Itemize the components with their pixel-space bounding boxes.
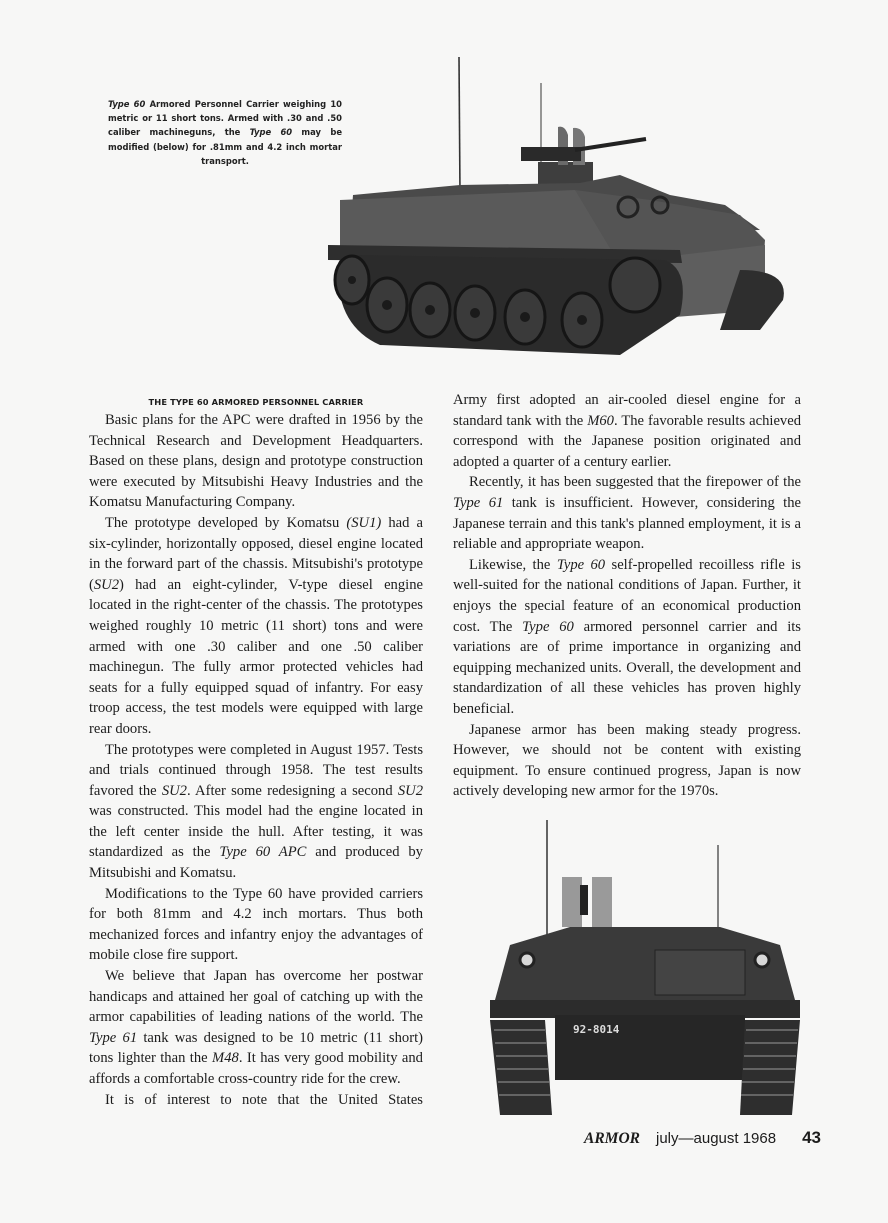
issue-date: july—august 1968 — [656, 1130, 777, 1147]
paragraph: Basic plans for the APC were drafted in 1956 by the Technical Research and Development Headquarters. Based on these plans, design and prototype construction were executed by Mitsubishi Heavy Industries and the Komatsu Manufacturing Company. — [89, 412, 423, 511]
paragraph: Modifications to the Type 60 have provided carriers for both 81mm and 4.2 inch mortars. Thus both mechanized forces and infantry enjoy the advantages of mobile close fire support. — [89, 885, 423, 964]
section-heading: THE TYPE 60 ARMORED PERSONNEL CARRIER — [148, 397, 364, 407]
caption-text-end: may be modified (below) for .81mm and 4.2 inch mortar transport. — [108, 127, 342, 166]
paragraph: The prototypes were completed in August 1957. Tests and trials continued through 1958. The test results favored the SU2. After some redesigning a second SU2 was constructed. This model had the engine located in the left center inside the hull. After testing, it was standardized as the Type 60 APC and produced by Mitsubishi and Komatsu. — [89, 741, 423, 882]
paragraph: Army first adopted an air-cooled diesel engine for a standard tank with the M60. The favorable results achieved correspond with the Japanese position originated and adopted a quarter of a century earlier. — [453, 392, 801, 470]
caption-type-label: Type 60 — [108, 99, 146, 109]
photo-caption — [108, 97, 342, 168]
page-footer — [584, 1128, 821, 1148]
mortar-carrier-front-photo — [480, 815, 810, 1125]
apc-side-photo — [320, 55, 800, 370]
paragraph: Likewise, the Type 60 self-propelled recoilless rifle is well-suited for the national conditions of Japan. Further, it enjoys the special feature of an economical production cost. The Type 60 armored personnel carrier and its variations are of prime importance in organizing and equipping mechanized units. Overall, the development and standardization of all these vehicles has proven highly beneficial. — [453, 556, 801, 717]
page-number: 43 — [802, 1128, 822, 1147]
paragraph: We believe that Japan has overcome her postwar handicaps and attained her goal of catching up with the armor capabilities of leading nations of the world. The Type 61 tank was designed to be 10 metric (11 short) tons lighter than the M48. It has very good mobility and affords a comfortable cross-country ride for the crew. — [89, 968, 423, 1087]
caption-text: Armored Personnel Carrier weighing 10 metric or 11 short tons. Armed with .30 and .50 caliber machineguns, the — [108, 99, 342, 138]
paragraph: It is of interest to note that the United States — [105, 1091, 423, 1108]
magazine-title: ARMOR — [584, 1130, 640, 1147]
article-column-left — [89, 394, 423, 1110]
paragraph: Japanese armor has been making steady progress. However, we should not be content with existing equipment. To ensure continued progress, Japan is now actively developing new armor for the 1970s. — [453, 721, 801, 800]
article-column-right — [453, 390, 801, 802]
caption-type-label-2: Type 60 — [249, 127, 293, 138]
paragraph: Recently, it has been suggested that the firepower of the Type 61 tank is insufficient. However, considering the Japanese terrain and this tank's planned employment, it is a reliable and appropriate weapon. — [453, 474, 801, 553]
vehicle-number: 92-8014 — [573, 1023, 620, 1036]
paragraph: The prototype developed by Komatsu (SU1) had a six-cylinder, horizontally opposed, diesel engine located in the forward part of the chassis. Mitsubishi's prototype (SU2) had an eight-cylinder, V-type diesel engine located in the right-center of the chassis. The prototypes weighed roughly 10 metric (11 short) tons and were armed with one .30 caliber and one .50 caliber machinegun. The fully armor protected vehicles had seats for a fully equipped squad of infantry. For easy troop access, the test models were equipped with large rear doors. — [89, 514, 423, 737]
